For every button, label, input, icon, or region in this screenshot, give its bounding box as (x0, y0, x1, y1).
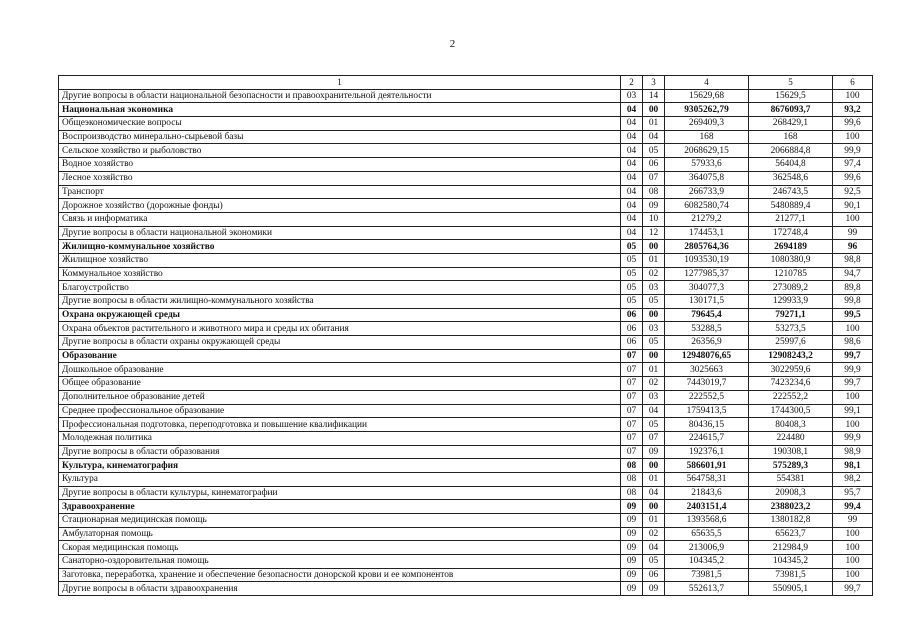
row-actual-amount: 2388023,2 (749, 500, 833, 514)
row-execution-percent: 100 (833, 568, 873, 582)
row-execution-percent: 99,7 (833, 349, 873, 363)
row-section-code: 04 (621, 212, 643, 226)
row-section-code: 04 (621, 117, 643, 131)
row-planned-amount: 15629,68 (665, 89, 749, 103)
row-planned-amount: 1759413,5 (665, 404, 749, 418)
row-actual-amount: 3022959,6 (749, 363, 833, 377)
row-actual-amount: 224480 (749, 431, 833, 445)
row-subsection-code: 07 (643, 171, 665, 185)
row-planned-amount: 79645,4 (665, 308, 749, 322)
table-row (59, 130, 873, 144)
row-actual-amount: 168 (749, 130, 833, 144)
row-subsection-code: 04 (643, 404, 665, 418)
row-execution-percent: 99 (833, 226, 873, 240)
row-subsection-code: 03 (643, 322, 665, 336)
table-row (59, 253, 873, 267)
row-actual-amount: 104345,2 (749, 555, 833, 569)
table-row (59, 418, 873, 432)
row-actual-amount: 21277,1 (749, 212, 833, 226)
row-actual-amount: 8676093,7 (749, 103, 833, 117)
row-planned-amount: 104345,2 (665, 555, 749, 569)
row-execution-percent: 100 (833, 555, 873, 569)
row-planned-amount: 65635,5 (665, 527, 749, 541)
table-row (59, 514, 873, 528)
row-planned-amount: 53288,5 (665, 322, 749, 336)
row-actual-amount: 80408,3 (749, 418, 833, 432)
row-actual-amount: 79271,1 (749, 308, 833, 322)
table-row (59, 226, 873, 240)
row-name: Скорая медицинская помощь (59, 541, 621, 555)
row-section-code: 05 (621, 295, 643, 309)
row-execution-percent: 100 (833, 541, 873, 555)
table-section-row (59, 500, 873, 514)
row-section-code: 09 (621, 500, 643, 514)
row-planned-amount: 6082580,74 (665, 199, 749, 213)
row-planned-amount: 2805764,36 (665, 240, 749, 254)
row-section-code: 07 (621, 445, 643, 459)
table-section-row (59, 459, 873, 473)
row-execution-percent: 94,7 (833, 267, 873, 281)
row-subsection-code: 01 (643, 472, 665, 486)
row-execution-percent: 90,1 (833, 199, 873, 213)
row-planned-amount: 80436,15 (665, 418, 749, 432)
row-name: Охрана окружающей среды (59, 308, 621, 322)
row-name: Связь и информатика (59, 212, 621, 226)
row-planned-amount: 174453,1 (665, 226, 749, 240)
row-actual-amount: 12908243,2 (749, 349, 833, 363)
row-section-code: 04 (621, 158, 643, 172)
row-section-code: 07 (621, 349, 643, 363)
row-actual-amount: 25997,6 (749, 336, 833, 350)
row-execution-percent: 99,8 (833, 295, 873, 309)
row-subsection-code: 00 (643, 308, 665, 322)
row-execution-percent: 98,2 (833, 472, 873, 486)
row-planned-amount: 1277985,37 (665, 267, 749, 281)
row-execution-percent: 96 (833, 240, 873, 254)
row-execution-percent: 100 (833, 212, 873, 226)
row-actual-amount: 2066884,8 (749, 144, 833, 158)
table-row (59, 390, 873, 404)
row-subsection-code: 05 (643, 295, 665, 309)
row-planned-amount: 3025663 (665, 363, 749, 377)
table-row (59, 144, 873, 158)
row-name: Жилищное хозяйство (59, 253, 621, 267)
row-actual-amount: 550905,1 (749, 582, 833, 596)
row-execution-percent: 99,9 (833, 431, 873, 445)
row-section-code: 04 (621, 144, 643, 158)
row-section-code: 04 (621, 103, 643, 117)
row-actual-amount: 56404,8 (749, 158, 833, 172)
row-subsection-code: 04 (643, 486, 665, 500)
row-section-code: 04 (621, 226, 643, 240)
table-row (59, 486, 873, 500)
row-subsection-code: 06 (643, 158, 665, 172)
row-planned-amount: 192376,1 (665, 445, 749, 459)
row-execution-percent: 100 (833, 418, 873, 432)
row-execution-percent: 99,7 (833, 582, 873, 596)
row-name: Среднее профессиональное образование (59, 404, 621, 418)
table-section-row (59, 308, 873, 322)
row-execution-percent: 100 (833, 130, 873, 144)
row-planned-amount: 9305262,79 (665, 103, 749, 117)
row-subsection-code: 10 (643, 212, 665, 226)
row-section-code: 09 (621, 541, 643, 555)
table-row (59, 212, 873, 226)
row-execution-percent: 89,8 (833, 281, 873, 295)
row-actual-amount: 222552,2 (749, 390, 833, 404)
row-subsection-code: 07 (643, 431, 665, 445)
table-row (59, 555, 873, 569)
row-subsection-code: 09 (643, 582, 665, 596)
budget-table (58, 75, 873, 596)
row-execution-percent: 100 (833, 527, 873, 541)
row-name: Другие вопросы в области национальной экономики (59, 226, 621, 240)
row-subsection-code: 03 (643, 390, 665, 404)
row-name: Молодежная политика (59, 431, 621, 445)
row-name: Общее образование (59, 377, 621, 391)
table-row (59, 472, 873, 486)
row-name: Общеэкономические вопросы (59, 117, 621, 131)
table-row (59, 445, 873, 459)
row-section-code: 09 (621, 582, 643, 596)
row-planned-amount: 21843,6 (665, 486, 749, 500)
row-subsection-code: 03 (643, 281, 665, 295)
row-subsection-code: 00 (643, 500, 665, 514)
row-subsection-code: 09 (643, 445, 665, 459)
row-planned-amount: 1093530,19 (665, 253, 749, 267)
table-row (59, 322, 873, 336)
row-name: Коммунальное хозяйство (59, 267, 621, 281)
table-row (59, 185, 873, 199)
row-execution-percent: 93,2 (833, 103, 873, 117)
row-name: Транспорт (59, 185, 621, 199)
row-actual-amount: 1210785 (749, 267, 833, 281)
row-planned-amount: 564758,31 (665, 472, 749, 486)
row-section-code: 06 (621, 308, 643, 322)
row-actual-amount: 1744300,5 (749, 404, 833, 418)
row-actual-amount: 15629,5 (749, 89, 833, 103)
row-actual-amount: 20908,3 (749, 486, 833, 500)
row-execution-percent: 98,8 (833, 253, 873, 267)
row-subsection-code: 02 (643, 527, 665, 541)
row-execution-percent: 98,6 (833, 336, 873, 350)
row-section-code: 07 (621, 431, 643, 445)
row-name: Другие вопросы в области национальной безопасности и правоохранительной деятельности (59, 89, 621, 103)
row-execution-percent: 92,5 (833, 185, 873, 199)
row-name: Национальная экономика (59, 103, 621, 117)
row-actual-amount: 212984,9 (749, 541, 833, 555)
row-section-code: 07 (621, 404, 643, 418)
row-actual-amount: 73981,5 (749, 568, 833, 582)
row-execution-percent: 99,6 (833, 171, 873, 185)
row-section-code: 05 (621, 281, 643, 295)
row-subsection-code: 02 (643, 377, 665, 391)
row-actual-amount: 575289,3 (749, 459, 833, 473)
row-actual-amount: 1080380,9 (749, 253, 833, 267)
row-section-code: 04 (621, 199, 643, 213)
table-section-row (59, 349, 873, 363)
row-subsection-code: 01 (643, 253, 665, 267)
row-actual-amount: 1380182,8 (749, 514, 833, 528)
row-name: Другие вопросы в области охраны окружающей среды (59, 336, 621, 350)
row-actual-amount: 362548,6 (749, 171, 833, 185)
row-execution-percent: 100 (833, 322, 873, 336)
table-row (59, 336, 873, 350)
row-actual-amount: 53273,5 (749, 322, 833, 336)
row-name: Другие вопросы в области образования (59, 445, 621, 459)
row-name: Сельское хозяйство и рыболовство (59, 144, 621, 158)
table-row (59, 431, 873, 445)
row-actual-amount: 268429,1 (749, 117, 833, 131)
row-subsection-code: 06 (643, 568, 665, 582)
row-subsection-code: 09 (643, 199, 665, 213)
column-header-5: 5 (749, 76, 833, 90)
row-section-code: 07 (621, 418, 643, 432)
row-planned-amount: 304077,3 (665, 281, 749, 295)
row-section-code: 07 (621, 363, 643, 377)
row-planned-amount: 21279,2 (665, 212, 749, 226)
row-execution-percent: 99,4 (833, 500, 873, 514)
table-row (59, 404, 873, 418)
row-planned-amount: 364075,8 (665, 171, 749, 185)
row-section-code: 08 (621, 459, 643, 473)
table-row (59, 158, 873, 172)
row-name: Профессиональная подготовка, переподготовка и повышение квалификации (59, 418, 621, 432)
row-section-code: 08 (621, 486, 643, 500)
row-name: Воспроизводство минерально-сырьевой базы (59, 130, 621, 144)
row-name: Культура (59, 472, 621, 486)
row-subsection-code: 00 (643, 459, 665, 473)
row-name: Жилищно-коммунальное хозяйство (59, 240, 621, 254)
row-subsection-code: 04 (643, 541, 665, 555)
row-subsection-code: 05 (643, 418, 665, 432)
row-actual-amount: 246743,5 (749, 185, 833, 199)
row-planned-amount: 222552,5 (665, 390, 749, 404)
table-row (59, 363, 873, 377)
row-name: Дополнительное образование детей (59, 390, 621, 404)
row-section-code: 08 (621, 472, 643, 486)
row-subsection-code: 12 (643, 226, 665, 240)
row-execution-percent: 99 (833, 514, 873, 528)
row-execution-percent: 99,5 (833, 308, 873, 322)
row-planned-amount: 57933,6 (665, 158, 749, 172)
row-actual-amount: 190308,1 (749, 445, 833, 459)
row-actual-amount: 65623,7 (749, 527, 833, 541)
row-subsection-code: 01 (643, 117, 665, 131)
row-section-code: 09 (621, 568, 643, 582)
row-execution-percent: 97,4 (833, 158, 873, 172)
row-execution-percent: 99,9 (833, 363, 873, 377)
table-row (59, 267, 873, 281)
row-planned-amount: 266733,9 (665, 185, 749, 199)
row-name: Водное хозяйство (59, 158, 621, 172)
row-section-code: 04 (621, 171, 643, 185)
row-planned-amount: 12948076,65 (665, 349, 749, 363)
row-execution-percent: 95,7 (833, 486, 873, 500)
table-section-row (59, 240, 873, 254)
table-row (59, 89, 873, 103)
row-section-code: 09 (621, 514, 643, 528)
row-section-code: 05 (621, 267, 643, 281)
row-actual-amount: 554381 (749, 472, 833, 486)
row-planned-amount: 552613,7 (665, 582, 749, 596)
row-name: Охрана объектов растительного и животного мира и среды их обитания (59, 322, 621, 336)
row-subsection-code: 02 (643, 267, 665, 281)
table-row (59, 199, 873, 213)
table-row (59, 377, 873, 391)
row-subsection-code: 01 (643, 514, 665, 528)
table-row (59, 281, 873, 295)
row-actual-amount: 2694189 (749, 240, 833, 254)
row-name: Лесное хозяйство (59, 171, 621, 185)
table-row (59, 582, 873, 596)
row-name: Санаторно-оздоровительная помощь (59, 555, 621, 569)
table-row (59, 527, 873, 541)
table-row (59, 568, 873, 582)
row-section-code: 06 (621, 336, 643, 350)
column-header-1: 1 (59, 76, 621, 90)
row-section-code: 04 (621, 130, 643, 144)
row-subsection-code: 08 (643, 185, 665, 199)
row-actual-amount: 273089,2 (749, 281, 833, 295)
row-name: Здравоохранение (59, 500, 621, 514)
row-execution-percent: 100 (833, 89, 873, 103)
row-planned-amount: 130171,5 (665, 295, 749, 309)
row-planned-amount: 224615,7 (665, 431, 749, 445)
row-planned-amount: 2403151,4 (665, 500, 749, 514)
row-execution-percent: 98,1 (833, 459, 873, 473)
row-planned-amount: 269409,3 (665, 117, 749, 131)
row-subsection-code: 05 (643, 336, 665, 350)
row-name: Дошкольное образование (59, 363, 621, 377)
row-name: Дорожное хозяйство (дорожные фонды) (59, 199, 621, 213)
row-name: Культура, кинематография (59, 459, 621, 473)
row-section-code: 05 (621, 240, 643, 254)
row-name: Другие вопросы в области здравоохранения (59, 582, 621, 596)
row-section-code: 03 (621, 89, 643, 103)
table-row (59, 295, 873, 309)
row-planned-amount: 1393568,6 (665, 514, 749, 528)
row-planned-amount: 168 (665, 130, 749, 144)
column-header-3: 3 (643, 76, 665, 90)
row-execution-percent: 99,6 (833, 117, 873, 131)
table-row (59, 541, 873, 555)
row-planned-amount: 213006,9 (665, 541, 749, 555)
row-subsection-code: 04 (643, 130, 665, 144)
row-execution-percent: 98,9 (833, 445, 873, 459)
row-subsection-code: 05 (643, 144, 665, 158)
table-body (59, 89, 873, 595)
row-planned-amount: 7443019,7 (665, 377, 749, 391)
row-actual-amount: 129933,9 (749, 295, 833, 309)
row-subsection-code: 01 (643, 363, 665, 377)
row-name: Стационарная медицинская помощь (59, 514, 621, 528)
row-name: Образование (59, 349, 621, 363)
column-header-4: 4 (665, 76, 749, 90)
row-subsection-code: 00 (643, 240, 665, 254)
row-section-code: 09 (621, 527, 643, 541)
row-subsection-code: 00 (643, 349, 665, 363)
row-section-code: 07 (621, 377, 643, 391)
row-actual-amount: 172748,4 (749, 226, 833, 240)
row-execution-percent: 99,7 (833, 377, 873, 391)
row-name: Заготовка, переработка, хранение и обеспечение безопасности донорской крови и ее компонентов (59, 568, 621, 582)
row-execution-percent: 100 (833, 390, 873, 404)
row-subsection-code: 14 (643, 89, 665, 103)
row-planned-amount: 26356,9 (665, 336, 749, 350)
column-header-6: 6 (833, 76, 873, 90)
row-subsection-code: 05 (643, 555, 665, 569)
row-name: Амбулаторная помощь (59, 527, 621, 541)
column-header-2: 2 (621, 76, 643, 90)
row-section-code: 06 (621, 322, 643, 336)
row-name: Благоустройство (59, 281, 621, 295)
row-section-code: 04 (621, 185, 643, 199)
page-number: 2 (449, 38, 456, 50)
row-actual-amount: 7423234,6 (749, 377, 833, 391)
row-planned-amount: 73981,5 (665, 568, 749, 582)
row-planned-amount: 2068629,15 (665, 144, 749, 158)
row-name: Другие вопросы в области культуры, кинематографии (59, 486, 621, 500)
table-row (59, 171, 873, 185)
row-section-code: 07 (621, 390, 643, 404)
table-header-row (59, 76, 873, 90)
row-execution-percent: 99,9 (833, 144, 873, 158)
table-row (59, 117, 873, 131)
row-name: Другие вопросы в области жилищно-коммунального хозяйства (59, 295, 621, 309)
row-actual-amount: 5480889,4 (749, 199, 833, 213)
row-section-code: 09 (621, 555, 643, 569)
row-execution-percent: 99,1 (833, 404, 873, 418)
row-subsection-code: 00 (643, 103, 665, 117)
row-section-code: 05 (621, 253, 643, 267)
row-planned-amount: 586601,91 (665, 459, 749, 473)
table-section-row (59, 103, 873, 117)
